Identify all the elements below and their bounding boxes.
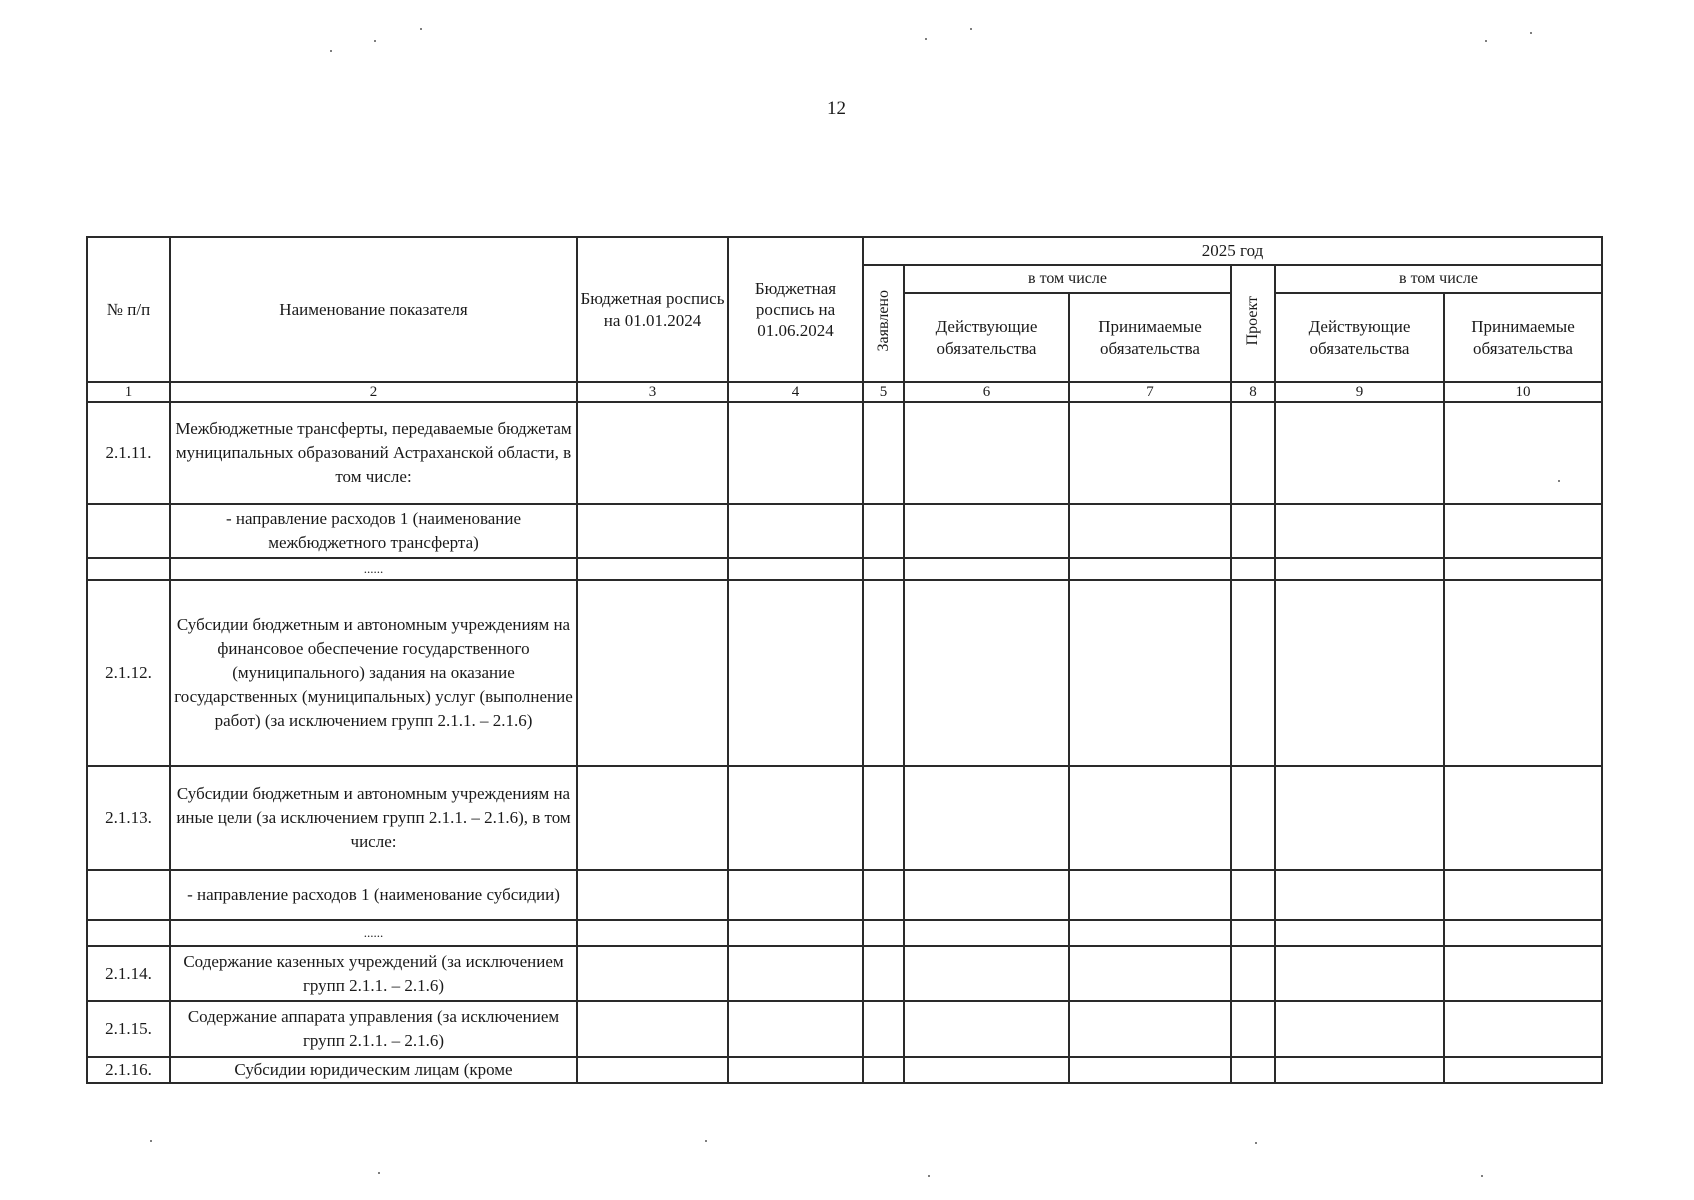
col-header-including-1: в том числе: [904, 265, 1231, 293]
table-row: [87, 946, 1602, 1001]
table-cell: [577, 870, 728, 920]
col-header-project-cell: [1231, 265, 1275, 382]
table-cell: [577, 504, 728, 558]
table-cell: [1231, 1057, 1275, 1083]
table-cell: [863, 1001, 904, 1057]
row-number: 2.1.15.: [87, 1001, 170, 1057]
table-cell: [1069, 504, 1231, 558]
col-header-accepted-1: Принимаемые обязательства: [1069, 293, 1231, 382]
row-number: [87, 870, 170, 920]
table-cell: [904, 870, 1069, 920]
table-cell: [1275, 402, 1444, 504]
table-cell: [1231, 1001, 1275, 1057]
scan-speck: [378, 1172, 380, 1174]
table-cell: [1231, 870, 1275, 920]
table-cell: [1444, 504, 1602, 558]
table-cell: [863, 870, 904, 920]
row-name: Содержание аппарата управления (за исключением групп 2.1.1. – 2.1.6): [170, 1001, 577, 1057]
table-cell: [577, 558, 728, 580]
table-cell: [728, 870, 863, 920]
table-cell: [863, 946, 904, 1001]
table-cell: [904, 580, 1069, 766]
col-header-declared: Заявлено: [874, 290, 892, 352]
scan-speck: [925, 38, 927, 40]
table-cell: [1069, 1057, 1231, 1083]
scan-speck: [928, 1175, 930, 1177]
row-name: Межбюджетные трансферты, передаваемые бюджетам муниципальных образований Астраханской области, в том числе:: [170, 402, 577, 504]
col-header-name: Наименование показателя: [170, 237, 577, 382]
table-cell: [577, 920, 728, 946]
column-number: 10: [1444, 382, 1602, 402]
col-header-including-2: в том числе: [1275, 265, 1602, 293]
table-cell: [1275, 558, 1444, 580]
table-cell: [1275, 580, 1444, 766]
table-cell: [863, 766, 904, 870]
col-header-budget-jun: Бюджетная роспись на 01.06.2024: [728, 237, 863, 382]
table-cell: [1275, 946, 1444, 1001]
table-cell: [1069, 1001, 1231, 1057]
column-number: 1: [87, 382, 170, 402]
row-number: 2.1.12.: [87, 580, 170, 766]
col-header-current-2: Действующие обязательства: [1275, 293, 1444, 382]
row-name: Субсидии бюджетным и автономным учреждениям на иные цели (за исключением групп 2.1.1. – 2.1.6), в том числе:: [170, 766, 577, 870]
table-cell: [728, 402, 863, 504]
table-cell: [728, 504, 863, 558]
table-row: [87, 766, 1602, 870]
column-numbers-row: [87, 382, 1602, 402]
table-cell: [1231, 946, 1275, 1001]
table-cell: [1275, 920, 1444, 946]
table-cell: [904, 920, 1069, 946]
col-header-declared-cell: [863, 265, 904, 382]
table-cell: [1444, 766, 1602, 870]
row-number: [87, 920, 170, 946]
table-cell: [728, 1001, 863, 1057]
table-cell: [1231, 580, 1275, 766]
row-number: 2.1.16.: [87, 1057, 170, 1083]
budget-table: [86, 236, 1603, 1084]
table-cell: [1444, 1001, 1602, 1057]
table-cell: [1444, 580, 1602, 766]
table-row: [87, 402, 1602, 504]
column-number: 7: [1069, 382, 1231, 402]
row-name: Субсидии бюджетным и автономным учреждениям на финансовое обеспечение государственного (муниципального) задания на оказание государственных (муниципальных) услуг (выполнение работ) (за исключением групп 2.1.1. – 2.1.6): [170, 580, 577, 766]
column-number: 2: [170, 382, 577, 402]
table-cell: [577, 1057, 728, 1083]
table-cell: [1275, 1001, 1444, 1057]
table-cell: [1275, 870, 1444, 920]
table-cell: [728, 766, 863, 870]
col-header-current-1: Действующие обязательства: [904, 293, 1069, 382]
scan-speck: [420, 28, 422, 30]
row-name: ......: [170, 920, 577, 946]
table-cell: [1231, 402, 1275, 504]
row-name: ......: [170, 558, 577, 580]
row-number: [87, 558, 170, 580]
table-cell: [577, 580, 728, 766]
table-cell: [1275, 1057, 1444, 1083]
table-cell: [863, 920, 904, 946]
table-cell: [863, 1057, 904, 1083]
column-number: 9: [1275, 382, 1444, 402]
scan-speck: [1558, 480, 1560, 482]
table-cell: [1231, 920, 1275, 946]
scan-speck: [705, 1140, 707, 1142]
table-cell: [904, 1057, 1069, 1083]
table-cell: [1444, 1057, 1602, 1083]
table-cell: [1444, 558, 1602, 580]
table-cell: [1069, 766, 1231, 870]
table-cell: [728, 920, 863, 946]
col-header-num: № п/п: [87, 237, 170, 382]
table-cell: [728, 1057, 863, 1083]
table-cell: [904, 402, 1069, 504]
table-cell: [904, 1001, 1069, 1057]
row-number: 2.1.11.: [87, 402, 170, 504]
col-header-project: Проект: [1244, 296, 1261, 346]
table-cell: [728, 580, 863, 766]
header-row-1: [87, 237, 1602, 265]
table-cell: [863, 402, 904, 504]
table-row: [87, 870, 1602, 920]
table-cell: [863, 558, 904, 580]
table-cell: [1444, 402, 1602, 504]
scan-speck: [1255, 1142, 1257, 1144]
row-number: 2.1.13.: [87, 766, 170, 870]
column-number: 6: [904, 382, 1069, 402]
table-cell: [863, 580, 904, 766]
table-cell: [1069, 946, 1231, 1001]
table-row: [87, 1001, 1602, 1057]
table-cell: [1444, 946, 1602, 1001]
table-cell: [863, 504, 904, 558]
column-number: 3: [577, 382, 728, 402]
scan-speck: [150, 1140, 152, 1142]
table-cell: [1069, 870, 1231, 920]
table-cell: [1444, 870, 1602, 920]
scan-speck: [1485, 40, 1487, 42]
table-row: [87, 1057, 1602, 1083]
table-cell: [904, 504, 1069, 558]
table-row: [87, 504, 1602, 558]
scan-speck: [330, 50, 332, 52]
table-cell: [1275, 504, 1444, 558]
row-name: Субсидии юридическим лицам (кроме: [170, 1057, 577, 1083]
table-row: [87, 580, 1602, 766]
table-cell: [904, 946, 1069, 1001]
table-cell: [1231, 504, 1275, 558]
table-cell: [577, 766, 728, 870]
scan-speck: [970, 28, 972, 30]
table-cell: [577, 946, 728, 1001]
table-cell: [1069, 580, 1231, 766]
scan-speck: [374, 40, 376, 42]
table-cell: [904, 558, 1069, 580]
row-name: - направление расходов 1 (наименование субсидии): [170, 870, 577, 920]
col-header-year: 2025 год: [863, 237, 1602, 265]
row-number: [87, 504, 170, 558]
table-cell: [728, 558, 863, 580]
table-cell: [1444, 920, 1602, 946]
page-number: 12: [827, 98, 846, 119]
row-name: Содержание казенных учреждений (за исключением групп 2.1.1. – 2.1.6): [170, 946, 577, 1001]
table-cell: [1069, 402, 1231, 504]
scan-speck: [1481, 1175, 1483, 1177]
col-header-accepted-2: Принимаемые обязательства: [1444, 293, 1602, 382]
table-cell: [1069, 920, 1231, 946]
table-cell: [904, 766, 1069, 870]
table-cell: [1275, 766, 1444, 870]
table-cell: [728, 946, 863, 1001]
table-cell: [1231, 558, 1275, 580]
row-name: - направление расходов 1 (наименование межбюджетного трансферта): [170, 504, 577, 558]
table-cell: [577, 1001, 728, 1057]
table-cell: [577, 402, 728, 504]
table-row: [87, 920, 1602, 946]
scan-speck: [1530, 32, 1532, 34]
column-number: 8: [1231, 382, 1275, 402]
table-row: [87, 558, 1602, 580]
column-number: 4: [728, 382, 863, 402]
table-cell: [1231, 766, 1275, 870]
table-cell: [1069, 558, 1231, 580]
column-number: 5: [863, 382, 904, 402]
row-number: 2.1.14.: [87, 946, 170, 1001]
col-header-budget-jan: Бюджетная роспись на 01.01.2024: [577, 237, 728, 382]
